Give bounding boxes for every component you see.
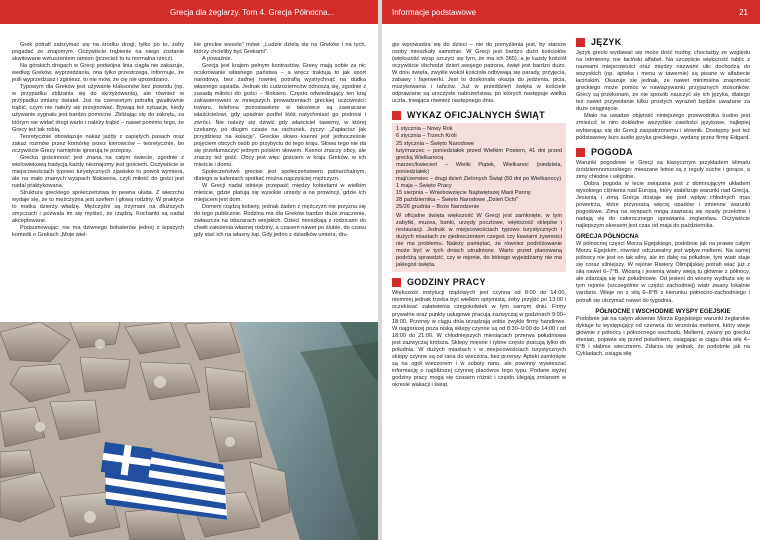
holidays-list-box [392,123,566,272]
holiday-item: 25 stycznia – Święto Narodowe [396,140,475,147]
holiday-item: 1 maja – Święto Pracy [396,182,452,189]
paragraph: Na górskich drogach w Grecji podwójna linia ciągła nie zakazuje, według Greków, wyprzedzania, ona tylko przestrzega, informuje, że jeśli wyprzedzasz i zginiesz, to nie mów, że cię nie uprzedzano. [12,63,184,84]
language-heading: JĘZYK [591,36,622,47]
left-column-2 [194,42,366,239]
paragraph: Grecja jest krajem pełnym kontrastów. Greey mają sobie za nic ocukrowanie własnego państwa – a wręcz traktują to jak sport narodowy, bez żadnej rowniej potrafią wystrychnąć na dudka własnego sąsiada. Jednak do cudzoziemców odnoszą się, zgodnie z zasadą miłości do gości – filokseni. Często odwiedzający ten kraj zakwaterowani w mniejszych prowadzeniach greckiej uczciwości: towaru, telefonu pozostawione w taksówce są zawracane właścicielowi, gdy upadnie portfel któś natychmiast go podnosi i zwróci. Nie należy się dziwić gdy właściciel tawerny, w której czekamy, po długim czasie na rachunek, życzy: „Zapłacisz jak przyjdziesz na kolację”. Greckie słowo ksenoi jest jednocześnie pojęciem obcych osób po przybyciu do tego kraju. Słowa tego nie da się przetłumaczyć jednym polskim słowem. Ksenoi znaczy obcy, ale znaczy też gość. Obcy jest więc gościem w kraju Greków, w ich mieście i domu. [194,63,366,168]
paragraph: Teoretycznie obowiązuje nakaz jazdy z zapiętych pasach oraz zakaz rozmów przez komórkę przez kierowców – teoretycznie, bo oczywiście Grecy namiętnie ignorują te przepisy. [12,133,184,154]
right-page [382,0,760,540]
holiday-item: 1 stycznia – Nowy Rok [396,126,453,133]
paragraph: Warunki pogodowe w Grecji są klasycznym przykładem klimatu śródziemnomorskiego: mieszane letnie są z reguły suche i gorące, a zimy chłodne i wilgotne. [576,159,750,180]
right-column-2 [576,36,750,358]
paragraph: Struktura greckiego społeczeństwa to pewna ułuda. Z wierzchu wydaje się, że to mężczyzna jest szefem i głową rodziny. W praktyce to matka dzierży władzę. Mężczyźni są trzymani na dłuższych smyczach i pozwala im się myśleć, że rządzą. Kochanki są nadal akceptowane. [12,189,184,225]
holiday-item: 28 października – Święto Narodowe „Dzień Ochi” [396,196,518,203]
weather-heading: POGODA [591,146,633,157]
paragraph: Typowym dla Greków jest używanie klaksonów bez powodu (np. w przypadku zbliżania się do skrzyżowania), ale również w przypadku zmiany świateł. Już na czerwonym potrafią gwałtownie trąbić, czym nie należy się przejmować. Bywają też sytuacje, kiedy używanie sygnału jest bardzo pomocne. Zbliżając się do zakrętu, za którym nie widać drogi warto i należy trąbić – nawet pomimo tego, że Grecy też tak robią. [12,84,184,133]
left-page-header [0,0,378,24]
section-heading-hours [392,278,566,287]
hours-heading: GODZINY PRACY [407,277,486,288]
paragraph: W północnej części Morza Egejskiego, podobnie jak na prawie całym Morzu Egejskim, również odczuwalny jest wpływ meltemi. Na samej północy nie jest on tak silny, ale im dalej na południe, tym wiatr staje się coraz silniejszy. W rejonie Riwiery Olimpijskiej potrafi wiać już z siłą nawet 6–7°B. Wiosną i jesienią wiatry wieją tu głównie z północy, ale zdarzają się też południowe. Od jesieni do wiosny wydłuża się w tym rejonie (szczególnie w części zachodniej) wiatr zwany lokalnie vardaris. Wieje on z siłą 6–8°B z kierunku północno-zachodniego i potrafi się utrzymać nawet do tygodnia. [576,241,750,304]
paragraph: Domem rządzą kobiety, jednak żaden z mężczyzn nie przyzna się do tego publicznie. Rodzina ma dla Greków bardzo duże znaczenie, zwłaszcza na obszarach wiejskich. Dzieci mieszkają z rodzicami do chwili założenia własnej rodziny, a czasem nawet po ślubie, do czasu gdy stać ich na własny kąt. Gdy jedno z dziadków umiera, dru- [194,204,366,239]
right-page-header [382,0,760,24]
paragraph: A powaźnie. [202,56,233,63]
holiday-item: marzec/kwiecień – Wielki Piątek, Wielkanoc (niedziela, poniedziałek) [396,161,562,175]
right-column-1 [392,42,566,389]
left-page [0,0,378,540]
north-greece-subheading: GRECJA PÓŁNOCNA [576,233,639,241]
paragraph: Grek potrafi zatrzymać się na środku drogi, tylko po to, żeby pogadać ze znajomym. Oczywiście trąbienie na niego zostanie skwitowane wzruszeniem ramion (przecież to tu normalna rzecz). [12,42,184,63]
paragraph: Podobnie jak na całym akwenie Morza Egejskiego warunki żeglarskie dyktuje tu występujący od czerwca do września meltemi, który wieje głównie z północy i północnego wschodu. Meltemi, zwany po grecku etesian, pojawia się przed południem, osiągając w ciągu dnia siłę 4–6°B i słabnie wieczorem. Zdarza się jednak, że podobnie jak na Cykladach, osiąga siłę [576,315,750,357]
section-heading-holidays [392,111,566,120]
section-marker-icon [392,111,401,120]
paragraph: Społeczeństwo greckie jest społeczeństwem patriarchalnym, dlatego w kafeniach spotkać można najczęściej mężczyzn. [194,168,366,182]
holiday-item: maj/czerwiec – drugi dzień Zielonych Świąt (50 dni po Wielkanocy) [396,175,562,182]
paragraph: Podsumowując: nie ma dziwnego bohaterów jednej z lepszych komedii o Grekach „Moje wiel- [12,225,184,239]
greek-flag-rock-photo [0,322,378,540]
paragraph: W Grecji nadal istnieje przepaść między kobietami w wielkim mieście, gdzie platują się wysokie urzędy a na prowincji, gdzie ich miejscem jest dom. [194,182,366,204]
holiday-item: 6 stycznia – Trzech Króli [396,133,457,140]
paragraph: Język grecki wydawać się może dość trudny, chociażby ze względu na odmienny, nie łaciński alfabet. Na szczęście większość tablic z nazwami miejscowości oraz między nazwami ulic dochodzą do wszyskich (np. apteka i menu w tawernie) są pisane w alfabecie łacińskim. Okazuje się jednak, że nawet minimalna znajomość greckiego może pomóc w nawiązywaniu przyjaznych stosunków. Grecy są przekonani, że nie sposób nauczyć się ich języka, dlatego też nawet przywołanie kilku prostych wyrażeń będzie uważane za duże osiągnięcie. [576,50,750,113]
east-islands-subheading: PÓŁNOCNE I WSCHODNIE WYSPY EGEJSKIE [595,307,731,315]
section-marker-icon [392,278,401,287]
paragraph: W oficjalne święta większość W Grecji jest zamknięte, w tym zabytki, muzea, banki, urzędy pocztowe, większość sklepów i restauracji. Jednak w miejscowościach typowo turystycznych i dużych miastach ze zjednoczeniem czegoś czy kawiarni żywności nie ma problemu. Należy pamiętać, że również podróżowanie może być w tych dniach utrudnione. Warto przed planowaną podróżą sprawdzić, czy w rejonie, do którego wyjeżdżamy nie ma jakiegoś święta. [396,212,562,269]
right-page-number: 21 [739,8,748,17]
section-heading-weather [576,148,750,157]
paragraph: gie wprowadza się do dzieci – nie do pomyślenia jest, by starsze osoby mieszkały samotnie. W Grecji jest bardzo dużo kościołów (większość wysp szczyci się tym, że ma ich 365), a je każdy kościół oczywiście obchodzi dzień swojego patrona, święt jest bardzo dużo. W dniu święta, zwykle wokół kościoła odbywają się parady, przyjęcia, zabawy i fajerwerki. Jest to doskonała okazja do jedzenia, picia, muzykowania i tańców. Już w przeddzień święta w kościele odprawiane są uroczyste nabożeństwa, po których następuje wielka uczta, trwająca również następnego dnia. [392,42,566,105]
left-header-title: Grecja dla żeglarzy. Tom 4. Grecja Północna... [170,8,335,17]
right-header-title: Informacje podstawowe [392,8,477,17]
paragraph: Grecka gościnność jest znana na całym świecie, zgodnie z wielowiekową tradycją każdy nieznajomy jest gościem. Oczywiście w miejscowościach typowo turystycznych zjawisko to powoli wymiera, ale na mało znanych wyspach filoksenia, czyli miłość do gości jest nadal praktykowana. [12,154,184,189]
section-marker-icon [576,38,585,47]
holiday-item: 25/26 grudnia – Boże Narodzenie [396,203,480,210]
holiday-item: 15 sierpnia – Wniebowzięcie Najświętszej Marii Panny [396,189,531,196]
section-heading-language [576,38,750,47]
section-marker-icon [576,148,585,157]
paragraph: Miało na uwadze objętość niniejszego przewodnika trudno jest zmieścić w nim dokładne wszystkie zawiłości językowe, najlepiej wybierając się do Grecji zaopatrzonemu i słownik. Dostępny jest też podstawowy kurs audio języka greckiego, wydany przez firmę Edgard. [576,113,750,141]
left-column-1 [12,42,184,239]
paragraph: Większość instytucji rządowych jest czynna od 8:00 do 14:00, niemniej jednak trzeba być wielkim optymistą, żeby przyjść po 13:00 i oczekiwać załatwienia czegokolwiek w tym samym dniu. Firmy prywatne oraz punkty usługowe pracują zazwyczaj w godzinach 9:00–18:00. Przerwy w ciągu dnia urządzają sobie zwykle firmy handlowe. W najgorszej poza niską sklepy czynne są od 8:30–9:00 do 14:00 i od 18:00 do 21:00. W chłodniejszych miesiącach przerwa południowa jest zazwyczaj krótsza. Sklepy mięsne i rybne często pracują tylko do południa. W dużych miastach i w miejscowościach turystycznych sklepy czynne są od rana do wieczora, bez przerwy. Apteki zamknięte są na ogół wieczorem i w soboty rano, ale powinny wywieszać informację o najbliższej czynnej placówce tego typu. Podane wyżej godziny pracy mogą się czasem różnić i często ulegają zmianom w okresie wakacji i świąt. [392,290,566,388]
holidays-heading: WYKAZ OFICJALNYCH ŚWIĄT [407,110,545,121]
paragraph: kie greckie wesele” mówi: „Ludzie dzielą się na Greków i na tych, którzy chcieliby być Grekami”. [194,42,366,56]
holiday-item: luty/marzec – poniedziałek przed Wielkim Postem, 41 dni przed grecką Wielkanocą [396,147,562,161]
paragraph: Dobra pogoda w lecie związana jest z dominującym układem wysokiego ciśnienia nad Europą, który stabilizuje warunki nad Grecją. Jesienią i zimą Grecja dostaje się pod wpływ chłodnych mas powietrza, które przynoszą więcej opadów i zmienne warunki pogodowe. Zimą na wyspach mogą zawracaj się opady przelotne i nadają się do całorocznego uprawiania żeglarstwa. Oczywiście najlepszym okresem jest czas od maja do października. [576,180,750,230]
photo-illustration [0,322,378,540]
